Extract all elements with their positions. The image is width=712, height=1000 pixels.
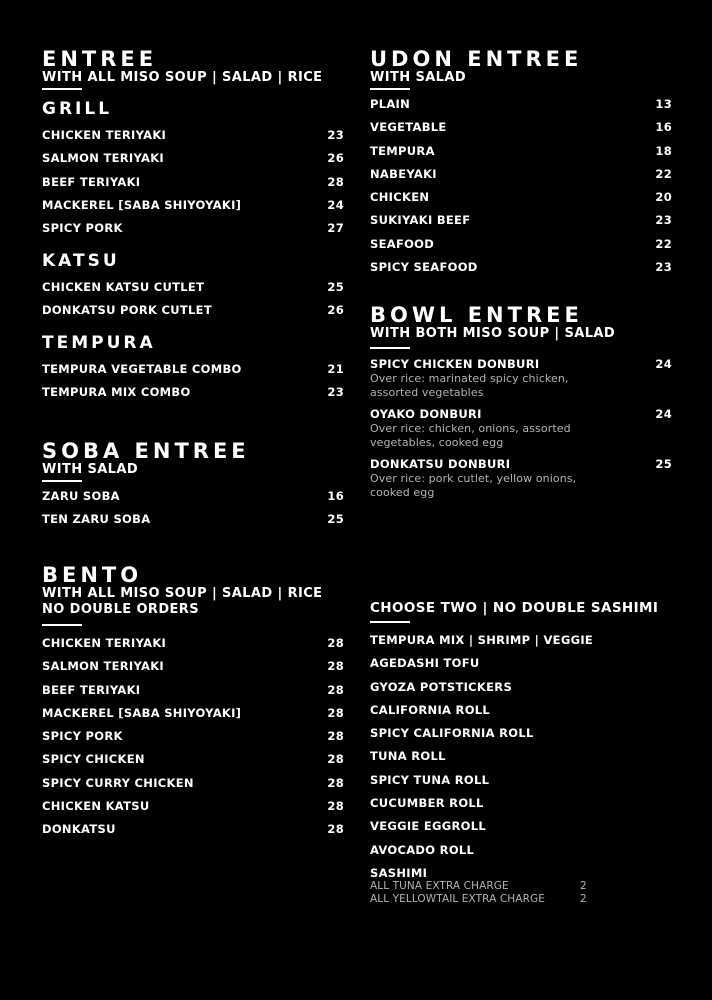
menu-item-price: 23 <box>327 128 344 142</box>
grill-title: GRILL <box>42 99 113 119</box>
bowl-divider <box>370 347 410 349</box>
choose-item: VEGGIE EGGROLL <box>370 819 486 834</box>
bowl-item-description: Over rice: marinated spicy chicken, assorted vegetables <box>370 372 569 399</box>
grill-list <box>42 127 344 243</box>
menu-item-name: DONKATSU PORK CUTLET <box>42 303 212 318</box>
soba-list <box>42 488 344 535</box>
menu-item-price: 23 <box>655 260 672 275</box>
soba-section <box>42 440 344 535</box>
menu-item-price: 20 <box>655 190 672 205</box>
menu-item <box>42 511 344 534</box>
bowl-item-head <box>370 407 672 422</box>
entree-section <box>42 48 344 90</box>
menu-item-price: 26 <box>327 151 344 166</box>
entree-subtitle: WITH ALL MISO SOUP | SALAD | RICE <box>42 70 323 85</box>
bowl-item-price: 24 <box>655 357 672 371</box>
menu-item <box>370 236 672 259</box>
soba-subtitle: WITH SALAD <box>42 462 139 477</box>
bowl-item-name: DONKATSU DONBURI <box>370 457 511 471</box>
menu-item-price: 28 <box>327 775 344 790</box>
menu-item-price: 28 <box>327 636 344 650</box>
udon-list <box>370 96 672 282</box>
bowl-item <box>370 457 672 500</box>
menu-item <box>42 635 344 658</box>
menu-item-name: BEEF TERIYAKI <box>42 682 141 697</box>
bowl-item-price: 24 <box>655 407 672 421</box>
sashimi-extra-label: ALL TUNA EXTRA CHARGE <box>370 879 509 892</box>
menu-item-name: CHICKEN TERIYAKI <box>42 636 167 650</box>
udon-title: UDON ENTREE <box>370 47 583 71</box>
menu-item-price: 23 <box>655 213 672 228</box>
menu-item-name: MACKEREL [SABA SHIYOYAKI] <box>42 197 242 212</box>
menu-item <box>370 166 672 189</box>
bento-divider <box>42 624 82 626</box>
menu-item-price: 28 <box>327 822 344 837</box>
menu-item-price: 22 <box>655 236 672 251</box>
menu-item-name: SALMON TERIYAKI <box>42 659 165 674</box>
choose-item: AGEDASHI TOFU <box>370 656 480 671</box>
menu-item-price: 26 <box>327 303 344 318</box>
menu-item-name: SPICY SEAFOOD <box>370 260 478 275</box>
menu-item-name: CHICKEN TERIYAKI <box>42 128 167 142</box>
menu-item <box>370 212 672 235</box>
menu-item-price: 28 <box>327 729 344 744</box>
sashimi-extra-charge <box>370 880 672 893</box>
bowl-item-head <box>370 357 672 372</box>
menu-item-price: 16 <box>655 120 672 135</box>
menu-item-name: SPICY PORK <box>42 221 123 236</box>
katsu-list <box>42 279 344 326</box>
menu-item-price: 25 <box>327 280 344 294</box>
sashimi-extra-label: ALL YELLOWTAIL EXTRA CHARGE <box>370 892 545 905</box>
menu-item <box>42 174 344 197</box>
katsu-title: KATSU <box>42 251 120 271</box>
soba-title: SOBA ENTREE <box>42 439 250 463</box>
soba-divider <box>42 480 82 482</box>
menu-item-name: CHICKEN <box>370 190 430 205</box>
menu-item <box>42 798 344 821</box>
menu-item-price: 28 <box>327 799 344 814</box>
menu-item-price: 28 <box>327 659 344 674</box>
menu-item <box>42 302 344 325</box>
tempura-section <box>42 334 344 408</box>
choose-divider <box>370 621 410 623</box>
bowl-item <box>370 357 672 400</box>
bowl-item <box>370 407 672 450</box>
bowl-item-description: Over rice: pork cutlet, yellow onions, cooked egg <box>370 472 577 499</box>
bento-subtitle-2: NO DOUBLE ORDERS <box>42 602 199 617</box>
menu-item <box>42 488 344 511</box>
menu-item-price: 18 <box>655 143 672 158</box>
menu-item-name: CHICKEN KATSU CUTLET <box>42 280 205 294</box>
menu-item <box>42 751 344 774</box>
bowl-section <box>370 304 672 507</box>
choose-item: TEMPURA MIX | SHRIMP | VEGGIE <box>370 633 594 647</box>
sashimi-extras <box>370 880 672 906</box>
choose-item: CUCUMBER ROLL <box>370 796 484 811</box>
udon-section <box>370 48 672 282</box>
choose-list <box>370 632 672 865</box>
choose-item: SPICY TUNA ROLL <box>370 772 490 787</box>
menu-item-price: 28 <box>327 174 344 189</box>
udon-subtitle: WITH SALAD <box>370 70 467 85</box>
bento-subtitle: WITH ALL MISO SOUP | SALAD | RICE <box>42 586 323 601</box>
bento-section <box>42 564 344 845</box>
bowl-item-name: OYAKO DONBURI <box>370 407 482 421</box>
menu-item-price: 21 <box>327 362 344 376</box>
menu-item-price: 23 <box>327 385 344 400</box>
menu-item-price: 13 <box>655 97 672 111</box>
menu-item-name: BEEF TERIYAKI <box>42 174 141 189</box>
menu-item-name: VEGETABLE <box>370 120 447 135</box>
sashimi-title: SASHIMI <box>370 865 428 880</box>
menu-item-price: 27 <box>327 221 344 236</box>
menu-item <box>42 775 344 798</box>
menu-item-name: CHICKEN KATSU <box>42 799 150 814</box>
bowl-subtitle: WITH BOTH MISO SOUP | SALAD <box>370 326 616 341</box>
grill-section <box>42 100 344 243</box>
menu-item <box>42 361 344 384</box>
menu-item-name: SPICY PORK <box>42 729 123 744</box>
menu-item-name: TEMPURA <box>370 143 435 158</box>
bowl-item-price: 25 <box>655 457 672 471</box>
menu-item-price: 16 <box>327 489 344 503</box>
menu-item-name: ZARU SOBA <box>42 489 120 503</box>
menu-item <box>42 728 344 751</box>
menu-item-name: SPICY CURRY CHICKEN <box>42 775 194 790</box>
menu-item <box>42 197 344 220</box>
choose-title: CHOOSE TWO | NO DOUBLE SASHIMI <box>370 600 659 616</box>
menu-item <box>42 127 344 150</box>
bowl-list <box>370 357 672 500</box>
menu-item <box>42 705 344 728</box>
udon-divider <box>370 88 410 90</box>
choose-section <box>370 600 672 906</box>
bento-list <box>42 635 344 845</box>
menu-item <box>370 143 672 166</box>
bento-title: BENTO <box>42 563 143 587</box>
bowl-item-name: SPICY CHICKEN DONBURI <box>370 357 540 371</box>
menu-item-name: SEAFOOD <box>370 236 435 251</box>
menu-item <box>370 96 672 119</box>
menu-item <box>42 220 344 243</box>
sashimi-extra-price: 2 <box>580 892 587 905</box>
menu-item <box>42 658 344 681</box>
tempura-list <box>42 361 344 408</box>
bowl-item-description: Over rice: chicken, onions, assorted vegetables, cooked egg <box>370 422 571 449</box>
choose-item: SPICY CALIFORNIA ROLL <box>370 726 534 741</box>
menu-item-name: MACKEREL [SABA SHIYOYAKI] <box>42 705 242 720</box>
menu-item <box>370 259 672 282</box>
sashimi-extra-price: 2 <box>580 879 587 892</box>
menu-item <box>370 119 672 142</box>
menu-item <box>42 384 344 407</box>
menu-item-price: 25 <box>327 512 344 527</box>
menu-item-price: 28 <box>327 705 344 720</box>
menu-item-name: SUKIYAKI BEEF <box>370 213 471 228</box>
menu-item-price: 22 <box>655 166 672 181</box>
menu-item-name: TEN ZARU SOBA <box>42 512 151 527</box>
entree-title: ENTREE <box>42 47 158 71</box>
menu-item-price: 24 <box>327 197 344 212</box>
menu-item-name: DONKATSU <box>42 822 116 837</box>
menu-item <box>42 279 344 302</box>
menu-item <box>42 821 344 844</box>
choose-item: CALIFORNIA ROLL <box>370 702 491 717</box>
katsu-section <box>42 252 344 326</box>
menu-item-name: PLAIN <box>370 97 411 111</box>
entree-divider <box>42 88 82 90</box>
menu-item-name: TEMPURA VEGETABLE COMBO <box>42 362 242 376</box>
choose-item: GYOZA POTSTICKERS <box>370 679 513 694</box>
bowl-title: BOWL ENTREE <box>370 303 583 327</box>
menu-item <box>42 682 344 705</box>
menu-item-price: 28 <box>327 682 344 697</box>
choose-item: AVOCADO ROLL <box>370 842 475 857</box>
menu-item <box>42 150 344 173</box>
menu-item-name: TEMPURA MIX COMBO <box>42 385 191 400</box>
sashimi-extra-charge <box>370 893 672 906</box>
menu-item-name: SALMON TERIYAKI <box>42 151 165 166</box>
tempura-title: TEMPURA <box>42 333 156 353</box>
menu-item-name: SPICY CHICKEN <box>42 752 145 767</box>
choose-item: TUNA ROLL <box>370 749 446 764</box>
menu-item-name: NABEYAKI <box>370 166 437 181</box>
menu-item-price: 28 <box>327 752 344 767</box>
bowl-item-head <box>370 457 672 472</box>
menu-item <box>370 189 672 212</box>
